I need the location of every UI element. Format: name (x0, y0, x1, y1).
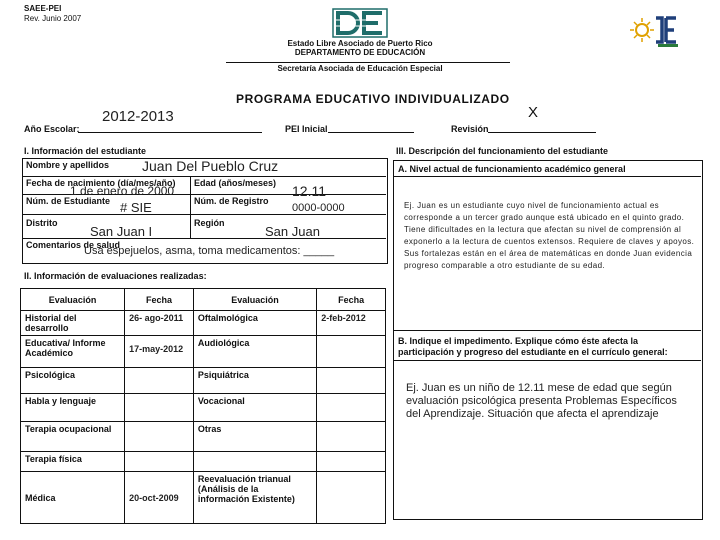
initial-pei-label: PEI Inicial (285, 124, 328, 134)
section1-title: I. Información del estudiante (24, 146, 147, 156)
age-label: Edad (años/meses) (194, 178, 277, 188)
page-title: PROGRAMA EDUCATIVO INDIVIDUALIZADO (236, 92, 510, 106)
form-code: SAEE-PEI (24, 4, 62, 13)
eval-name: Habla y lenguaje (21, 394, 125, 422)
dob-value: 1 de enero de 2000 (70, 184, 175, 198)
table-header-row (21, 289, 386, 311)
eval-name: Audiológica (193, 336, 316, 368)
evaluations-table (20, 288, 386, 524)
col-header-date: Fecha (317, 289, 386, 311)
eval-date (317, 394, 386, 422)
col-header-eval: Evaluación (193, 289, 316, 311)
eval-date (125, 422, 194, 452)
district-label: Distrito (26, 218, 58, 228)
eval-name: Vocacional (193, 394, 316, 422)
agency-line3: Secretaría Asociada de Educación Especial (277, 64, 443, 73)
eval-name: Oftalmológica (193, 311, 316, 336)
age-value: 12.11 (292, 183, 326, 199)
row-sep (393, 176, 701, 177)
eval-name: Terapia ocupacional (21, 422, 125, 452)
revision-line (488, 132, 596, 133)
eval-date (125, 394, 194, 422)
table-row (21, 368, 386, 394)
col-sep (190, 176, 191, 238)
section2-title: II. Información de evaluaciones realizadas: (24, 271, 207, 281)
eval-name: Terapia física (21, 452, 125, 472)
row-sep (393, 360, 701, 361)
student-num-label: Núm. de Estudiante (26, 196, 111, 206)
dob-label: Fecha de nacimiento (día/mes/año) (26, 178, 176, 188)
section3b-text: Ej. Juan es un niño de 12.11 mese de edad que según evaluación psicológica presenta Problemas Específicos del Aprendizaje. Situación que afecta el aprendizaje (406, 382, 677, 420)
col-header-eval: Evaluación (21, 289, 125, 311)
district-value: San Juan I (90, 224, 153, 239)
student-num-value: # SIE (120, 200, 152, 215)
eval-date (317, 472, 386, 524)
eval-date (125, 452, 194, 472)
eval-date: 26- ago-2011 (125, 311, 194, 336)
eval-date (317, 422, 386, 452)
name-value: Juan Del Pueblo Cruz (142, 158, 279, 174)
table-row (21, 452, 386, 472)
agency-header (250, 39, 470, 57)
name-label: Nombre y apellidos (26, 160, 110, 170)
eval-name: Médica (21, 472, 125, 524)
eval-date: 17-may-2012 (125, 336, 194, 368)
table-row (21, 336, 386, 368)
eval-name: Psicológica (21, 368, 125, 394)
section3b-title: B. Indique el impedimento. Explique cómo éste afecta la participación y progreso del estudiante en el currículo general: (398, 336, 668, 357)
table-row (21, 311, 386, 336)
form-revision: Rev. Junio 2007 (24, 14, 82, 23)
initial-pei-line (328, 132, 414, 133)
eval-date: 20-oct-2009 (125, 472, 194, 524)
pei-type-check: X (528, 104, 539, 121)
eval-date (317, 452, 386, 472)
school-year-line (78, 132, 262, 133)
region-value: San Juan (265, 224, 320, 239)
health-value: Usa espejuelos, asma, toma medicamentos: _____ (84, 245, 335, 257)
eval-date: 2-feb-2012 (317, 311, 386, 336)
section3-title: III. Descripción del funcionamiento del estudiante (396, 146, 609, 156)
school-year-value: 2012-2013 (102, 108, 174, 125)
eval-name: Psiquiátrica (193, 368, 316, 394)
school-year-label: Año Escolar: (24, 124, 80, 134)
eval-name: Reevaluación trianual (Análisis de la información Existente) (193, 472, 316, 524)
row-sep (393, 330, 701, 331)
de-logo (332, 8, 388, 38)
revision-label: Revisión (451, 124, 489, 134)
table-row (21, 394, 386, 422)
row-sep (22, 238, 386, 239)
see-logo (630, 14, 678, 48)
table-row (21, 422, 386, 452)
region-label: Región (194, 218, 225, 228)
eval-name: Otras (193, 422, 316, 452)
health-label: Comentarios de salud (26, 240, 121, 250)
section3a-text: Ej. Juan es un estudiante cuyo nivel de funcionamiento actual es corresponde a un tercer grado aunque está ubicado en el quinto grado. Tiene dificultades en la lectura que afectan su nivel de comprensión al exponerlo a la lectura de cuentos extensos. Requiere de claves y apoyos. Sus fortalezas están en el área de matemáticas en donde Juan evidencia progreso comparable a otro estudiante de su edad. (404, 201, 695, 270)
registry-value: 0000-0000 (292, 202, 345, 214)
eval-date (317, 336, 386, 368)
agency-line2: DEPARTAMENTO DE EDUCACIÓN (294, 48, 426, 57)
header-rule (226, 62, 510, 63)
eval-name: Educativa/ Informe Académico (21, 336, 125, 368)
eval-name: Historial del desarrollo (21, 311, 125, 336)
row-sep (22, 214, 386, 215)
eval-date (317, 368, 386, 394)
registry-label: Núm. de Registro (194, 196, 269, 206)
row-sep (22, 176, 386, 177)
eval-name (193, 452, 316, 472)
section3a-title: A. Nivel actual de funcionamiento académico general (398, 164, 626, 174)
col-header-date: Fecha (125, 289, 194, 311)
table-row (21, 472, 386, 524)
eval-date (125, 368, 194, 394)
agency-line1: Estado Libre Asociado de Puerto Rico (287, 39, 433, 48)
